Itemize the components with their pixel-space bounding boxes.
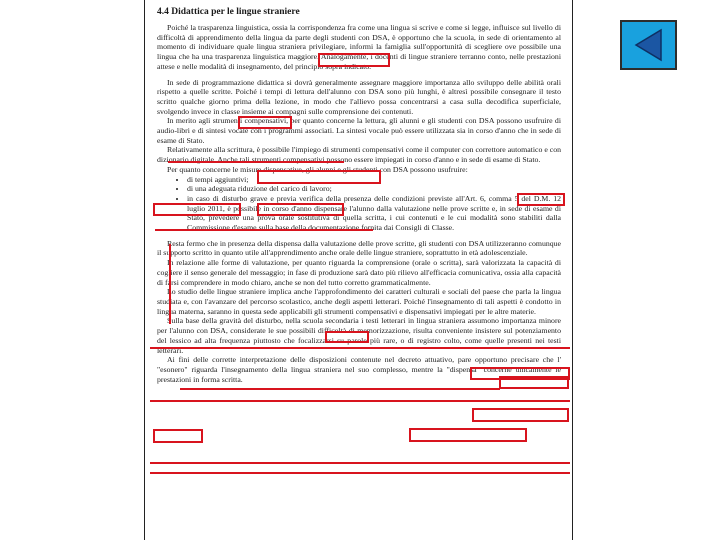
triangle-left-icon (623, 23, 674, 67)
paragraph-3: In merito agli strumenti compensativi, per quanto concerne la lettura, gli alunni e gli studenti con DSA possono usufruire di audio-libri e di sintesi vocale con i programmi associati. La sintesi vocale può essere utilizzata sia in corso d'anno che in sede di esame di Stato. (157, 116, 561, 145)
highlight-box-produzione (499, 376, 569, 389)
highlight-box-abilita-orali (238, 116, 292, 129)
list-item: • di una adeguata riduzione del carico di lavoro; (187, 184, 561, 194)
underline (168, 161, 344, 163)
paragraph-2: In sede di programmazione didattica si dovrà generalmente assegnare maggiore importanza allo sviluppo delle abilità orali rispetto a quelle scritte. Poiché i tempi di lettura dell'alunno con DSA sono più lunghi, è altresì possibile consegnare il testo scritto qualche giorno prima della lezione, in modo che l'allievo possa concentrarsi a casa sulla decodifica superficiale, svolgendo invece in classe insieme ai compagni sulle comprensione dei contenuti. (157, 77, 561, 116)
highlight-box-orientamento (318, 53, 390, 67)
paragraph-10: Ai fini delle corrette interpretazione delle disposizioni contenute nel decreto attuativo, pare opportuno precisare che l' "esonero" riguarda l'insegnamento della lingua straniera nel suo complesso, mentre la "dispensa" concerne unicamente le prestazioni in forma scritta. (157, 355, 561, 384)
underline (150, 462, 570, 464)
paragraph-5: Per quanto concerne le misure dispensative, gli alunni e gli studenti con DSA possono usufruire: (167, 164, 468, 174)
underline (150, 400, 570, 402)
document-page (144, 0, 573, 540)
highlight-box-correttore (153, 203, 241, 216)
section-heading: 4.4 Didattica per le lingue straniere (157, 7, 300, 17)
highlight-box-computer (517, 193, 565, 206)
paragraph-8: Lo studio delle lingue straniere implica anche l'approfondimento dei caratteri culturali e sociali del paese che parla la lingua studiata e, con l'avanzare del percorso scolastico, anche degli aspetti letterari. Poiché l'insegnamento di tali aspetti è condotto in lingua materna, saranno in questa sede applicabili gli strumenti compensativi e dispensativi impiegati per le altre materie. (157, 287, 561, 316)
margin-bracket (169, 244, 171, 324)
underline (180, 388, 500, 390)
underline (155, 229, 373, 231)
underline (150, 347, 570, 349)
paragraph-9: Sulla base della gravità del disturbo, nella scuola secondaria i testi letterari in lingua straniera assumono importanza minore per l'alunno con DSA, considerate le sue possibili difficoltà di memorizzazione, risulta conveniente insistere sul potenziamento del lessico ad alta frequenza piuttosto che focalizzarsi su parole più rare, o di registro colto, come quelle presenti nei testi letterari. (157, 316, 561, 355)
back-button[interactable] (620, 20, 677, 70)
underline (150, 472, 570, 474)
highlight-box-dizionario (257, 203, 344, 216)
paragraph-6: Resta fermo che in presenza della dispensa dalla valutazione delle prove scritte, gli studenti con DSA utilizzeranno comunque il supporto scritto in quanto utile all'apprendimento anche orale delle lingue straniere, soprattutto in età adolescenziale. (157, 238, 561, 258)
paragraph-7: In relazione alle forme di valutazione, per quanto riguarda la comprensione (orale o scritta), sarà valorizzata la capacità di cogliere il senso generale del messaggio; in fase di produzione sarà dato più rilievo all'efficacia comunicativa, ossia alla capacità di farsi comprendere in modo chiaro, anche se non del tutto corretto grammaticalmente. (157, 258, 561, 287)
paragraph-4: Relativamente alla scrittura, è possibile l'impiego di strumenti compensativi come il computer con correttore automatico e con dizionario digitale. Anche tali strumenti compensativi possono essere impiegati in corso d'anno e in sede di esame di Stato. (157, 145, 561, 165)
highlight-box-condotto (409, 428, 527, 442)
highlight-box-dispensa (325, 331, 369, 343)
highlight-box-audio-libri (257, 170, 381, 184)
list-item: • di tempi aggiuntivi; (187, 175, 561, 185)
highlight-box-caratteri (472, 408, 569, 422)
highlight-box-aspetti (153, 429, 203, 443)
list-item: • in caso di disturbo grave e previa verifica della presenza delle condizioni previste all'Art. 6, comma 5 del D.M. 12 luglio 2011, è possibile in corso d'anno dispensare l'alunno dalla valutazione nelle prove scritte e, in sede di esame di Stato, prevedere una prova orale sostitutiva di quella scritta, i cui contenuti e le cui modalità sono stabiliti dalla Commissione d'esame sulla base della documentazione fornita dai Consigli di Classe. (187, 194, 561, 233)
paragraph-1: Poiché la trasparenza linguistica, ossia la corrispondenza fra come una lingua si scrive e come si legge, influisce sul livello di difficoltà di apprendimento della lingua da parte degli studenti con DSA, è opportuno che la scuola, in sede di orientamento al momento di individuare quale lingua straniera privilegiare, informi la famiglia sull'opportunità di scegliere ove possibile una lingua che ha una trasparenza linguistica maggiore. Analogamente, i docenti di lingue straniere terranno conto, nelle prestazioni attese e nelle modalità di insegnamento, del principio sopra indicato. (157, 23, 561, 71)
